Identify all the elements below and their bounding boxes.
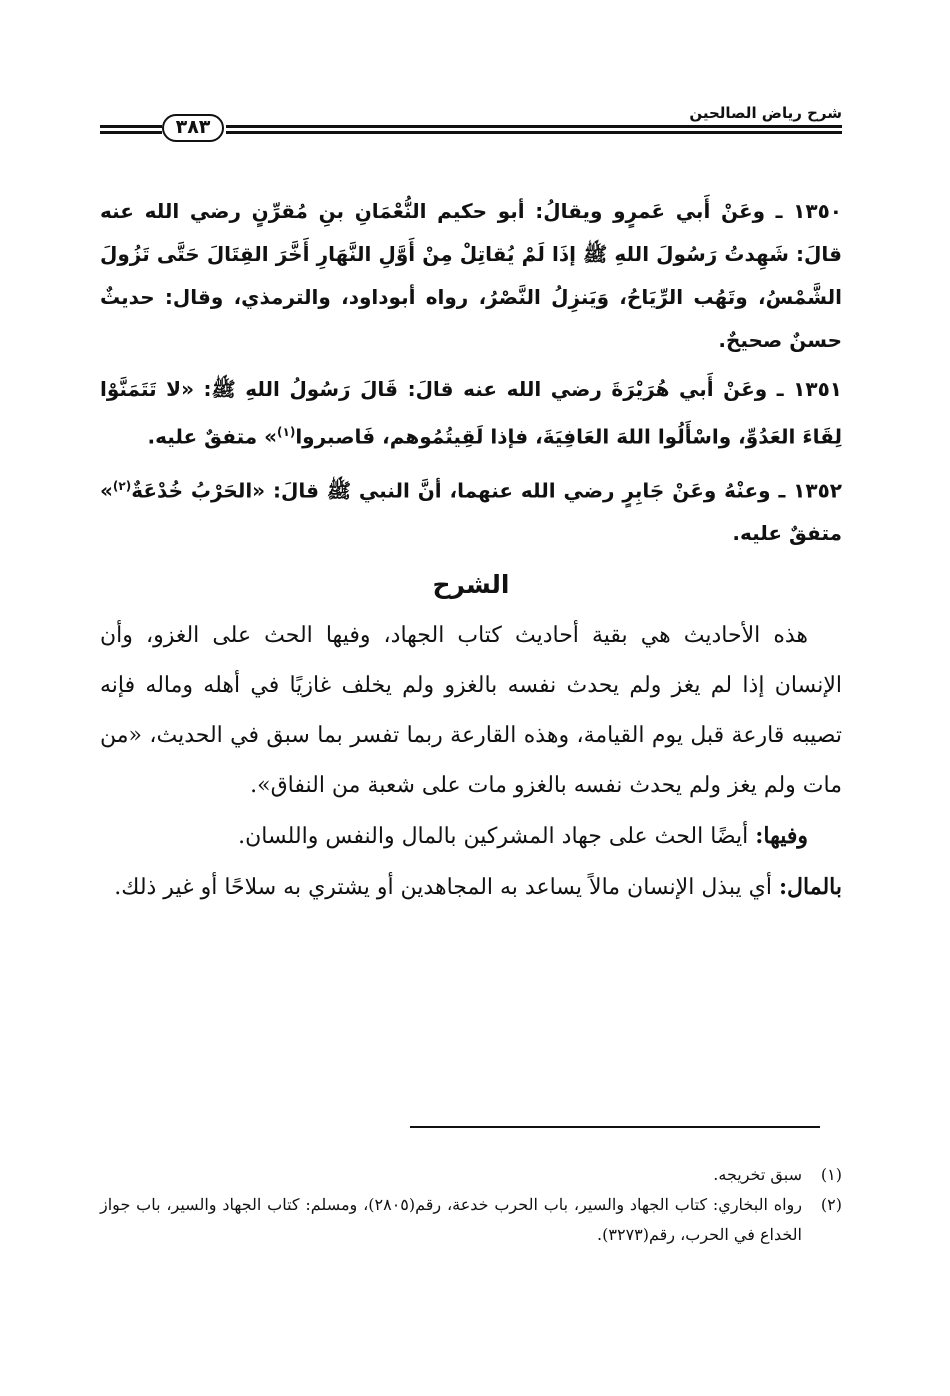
commentary-paragraph xyxy=(100,811,842,862)
footnote-ref: (١) xyxy=(277,425,296,439)
paragraph-text: أيضًا الحث على جهاد المشركين بالمال والنفس واللسان. xyxy=(238,824,756,850)
footnote-text: سبق تخريجه. xyxy=(713,1165,802,1184)
running-title: شرح رياض الصالحين xyxy=(689,104,842,122)
paragraph-text: هذه الأحاديث هي بقية أحاديث كتاب الجهاد، وفيها الحث على الغزو، وأن الإنسان إذا لم يغز ولم يحدث نفسه بالغزو ولم يخلف غازيًا في أهله وماله فإنه تصيبه قارعة قبل يوم القيامة، وهذه القارعة ربما تفسر بما سبق في الحديث، «من مات ولم يغز ولم يحدث نفسه بالغزو مات على شعبة من النفاق». xyxy=(100,623,842,799)
hadith-1351 xyxy=(100,368,842,459)
footnote-number: (٢) xyxy=(820,1195,842,1214)
paragraph-term: وفيها: xyxy=(755,823,808,850)
commentary-paragraph xyxy=(100,862,842,913)
hadith-text: ١٣٥٠ ـ وعَنْ أَبي عَمرٍو ويقالُ: أبو حكيم النُّعْمَانِ بنِ مُقرِّنٍ رضي الله عنه قالَ: شَهِدتُ رَسُولَ اللهِ ﷺ إذَا لَمْ يُقاتِلْ مِنْ أَوَّلِ النَّهَارِ أَخَّرَ القِتَالَ حَتَّى تَزُولَ الشَّمْسُ، وتَهُب الرِّيَاحُ، وَيَنزِلُ النَّصْرُ، رواه أبوداود، والترمذي، وقال: حديثٌ حسنٌ صحيحٌ. xyxy=(100,199,842,352)
commentary-paragraph xyxy=(100,611,842,811)
footnote-divider xyxy=(410,1126,820,1128)
page-header xyxy=(100,100,842,156)
footnote-ref: (٢) xyxy=(112,478,132,493)
hadith-tail: » متفقٌ عليه. xyxy=(147,424,278,449)
main-content xyxy=(100,190,842,913)
footnotes xyxy=(100,1160,842,1250)
paragraph-term: بالمال: xyxy=(778,874,842,901)
header-rule-right xyxy=(226,125,842,137)
hadith-text: ١٣٥١ ـ وعَنْ أَبي هُرَيْرَةَ رضي الله عنه قالَ: قَالَ رَسُولُ اللهِ ﷺ: «لا تَتَمَنَّوْا لِقَاءَ العَدُوِّ، واسْأَلُوا اللهَ العَافِيَةَ، فإذا لَقِيتُمُوهم، فَاصبروا xyxy=(100,377,842,449)
paragraph-text: أي يبذل الإنسان مالاً يساعد به المجاهدين أو يشتري به سلاحًا أو غير ذلك. xyxy=(114,875,779,901)
footnote-item xyxy=(100,1160,842,1190)
hadith-1350 xyxy=(100,190,842,362)
page-number: ٣٨٣ xyxy=(162,114,224,142)
hadith-tail: » متفقٌ عليه. xyxy=(100,478,842,546)
footnote-number: (١) xyxy=(820,1165,842,1184)
footnote-text: رواه البخاري: كتاب الجهاد والسير، باب الحرب خدعة، رقم(٢٨٠٥)، ومسلم: كتاب الجهاد والسير، باب جواز الخداع في الحرب، رقم(٣٢٧٣). xyxy=(100,1195,803,1244)
header-rule-left xyxy=(100,125,162,137)
sharh-heading: الشرح xyxy=(432,570,510,600)
footnote-item xyxy=(100,1190,842,1250)
hadith-1352 xyxy=(100,465,842,556)
hadith-text: ١٣٥٢ ـ وعنْهُ وعَنْ جَابِرٍ رضي الله عنهما، أنَّ النبي ﷺ قالَ: «الحَرْبُ خُدْعَةٌ xyxy=(131,478,842,503)
